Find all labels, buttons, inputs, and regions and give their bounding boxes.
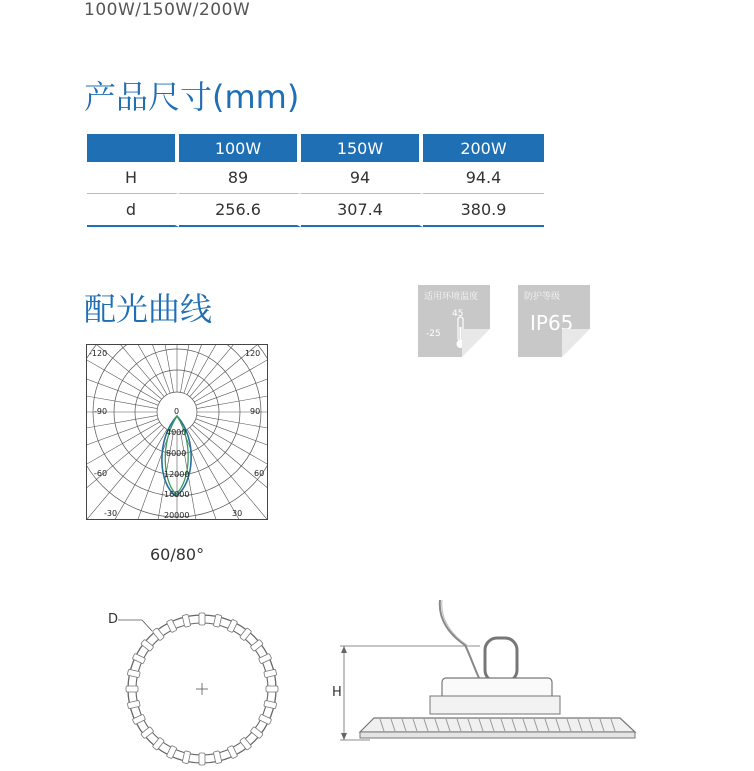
table-header-cell: 150W — [301, 134, 423, 162]
polar-light-curve — [86, 344, 268, 520]
page-curl-icon — [562, 329, 590, 357]
fin — [266, 686, 278, 692]
row-label: d — [87, 194, 179, 227]
angle-label: -60 — [94, 469, 108, 478]
height-label: H — [332, 685, 342, 700]
fin — [126, 686, 138, 692]
temperature-badge — [418, 285, 490, 357]
radial-label: 16000 — [164, 490, 190, 499]
table-header-cell: 100W — [179, 134, 301, 162]
table-header-row — [87, 134, 544, 162]
angle-label: -30 — [104, 509, 118, 518]
temperature-low: -25 — [426, 329, 441, 339]
row-label: H — [87, 162, 179, 194]
light-curve-title: 配光曲线 — [84, 290, 213, 328]
wattage-list: 100W/150W/200W — [84, 0, 251, 20]
angle-label: 30 — [232, 509, 243, 518]
table-cell: 89 — [179, 162, 301, 194]
angle-label: 60 — [254, 469, 265, 478]
table-cell: 94 — [301, 162, 423, 194]
table-header-cell: 200W — [423, 134, 544, 162]
side-view-drawing — [330, 600, 640, 750]
table-cell: 94.4 — [423, 162, 544, 194]
table-cell: 256.6 — [179, 194, 301, 227]
size-section-title: 产品尺寸(mm) — [84, 78, 300, 116]
angle-label: 0 — [174, 407, 180, 416]
table-cell: 307.4 — [301, 194, 423, 227]
diameter-label: D — [108, 612, 119, 627]
radial-label: 12000 — [164, 470, 190, 479]
temperature-high: 45 — [452, 309, 464, 319]
temperature-caption: 适用环境温度 — [424, 292, 479, 302]
table-cell: 380.9 — [423, 194, 544, 227]
ip-rating-badge — [518, 285, 590, 357]
angle-label: 120 — [245, 349, 261, 358]
angle-label: -90 — [94, 407, 108, 416]
ip-caption: 防护等级 — [524, 292, 561, 302]
fin — [199, 613, 205, 625]
table-row — [87, 162, 544, 194]
fin — [199, 753, 205, 765]
top-view-drawing — [100, 603, 290, 771]
dimension-table — [87, 134, 544, 227]
table-row — [87, 194, 544, 227]
radial-label: 4000 — [166, 428, 187, 437]
ip-rating-value: IP65 — [530, 311, 574, 335]
table-header-cell — [87, 134, 179, 162]
radial-label: 8000 — [166, 449, 187, 458]
beam-angle-label: 60/80° — [150, 545, 205, 564]
angle-label: 90 — [250, 407, 261, 416]
angle-label: -120 — [89, 349, 108, 358]
radial-label: 20000 — [164, 511, 190, 520]
page-curl-icon — [462, 329, 490, 357]
